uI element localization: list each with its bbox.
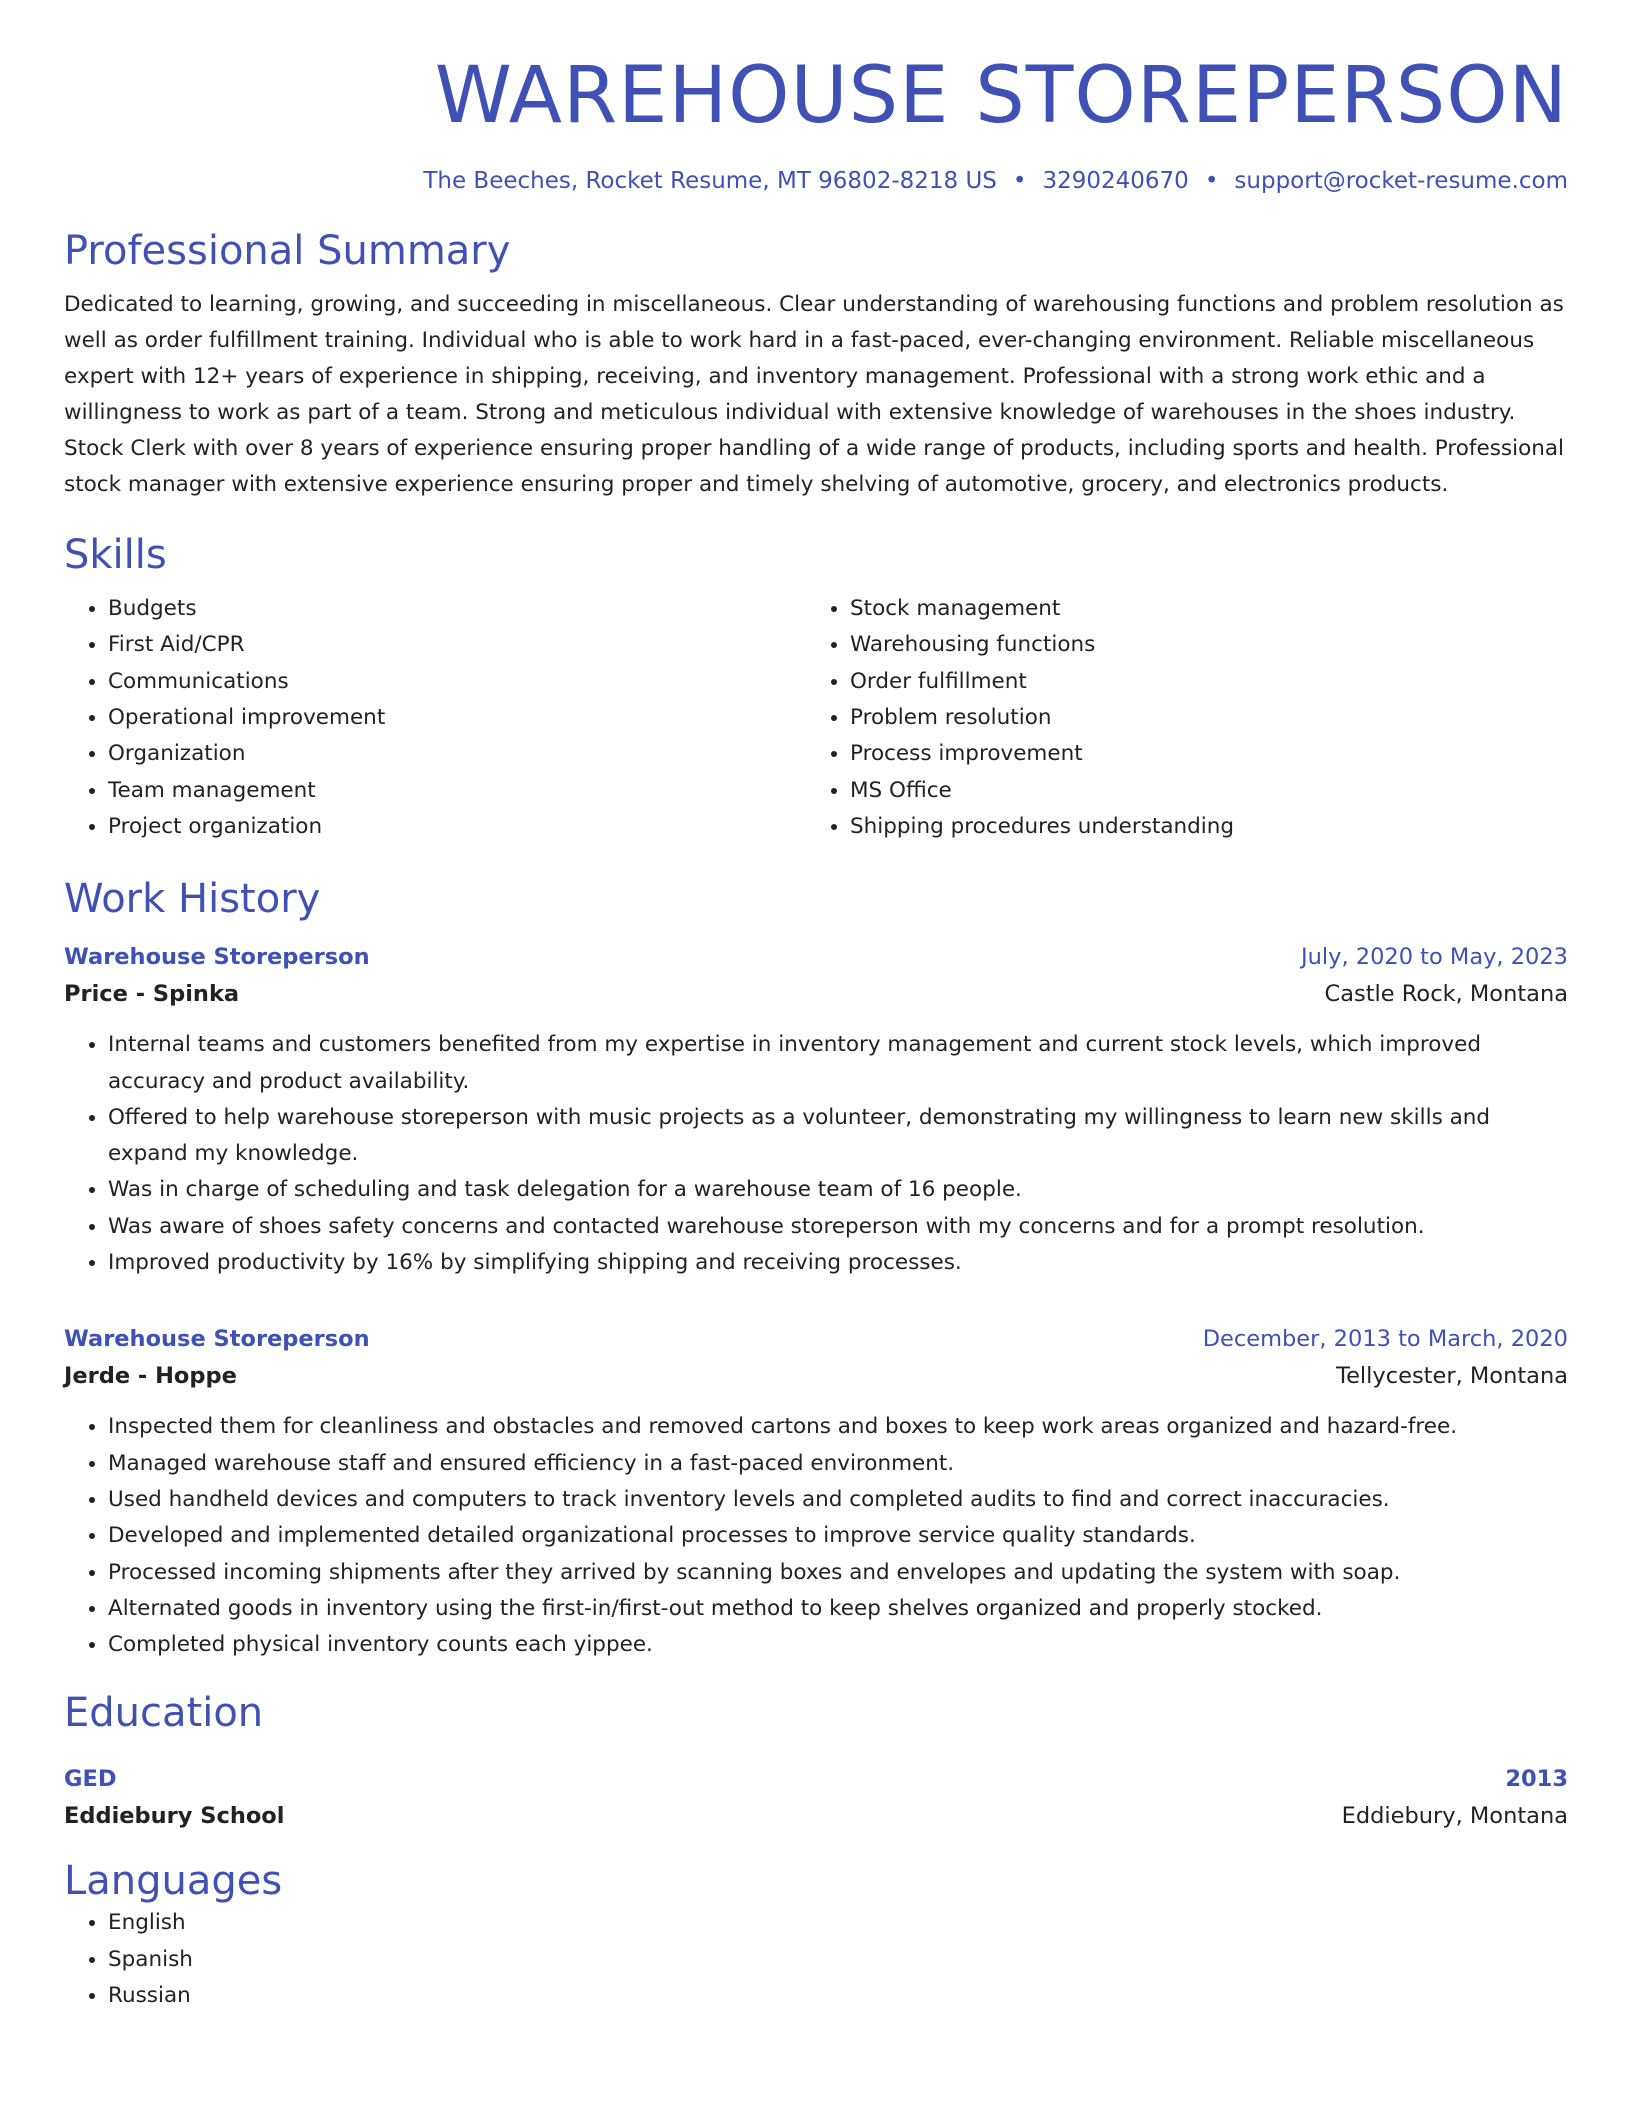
job-bullet: • Processed incoming shipments after they arrived by scanning boxes and envelopes and updating the system with soap. [108,1555,1568,1591]
skill-item: • Budgets [108,591,806,627]
contact-line [64,168,1568,196]
education-year: 2013 [1505,1766,1568,1793]
contact-email[interactable]: support@rocket-resume.com [1234,167,1568,194]
job-bullet: • Managed warehouse staff and ensured efficiency in a fast-paced environment. [108,1446,1568,1482]
job-bullets [64,1409,1568,1663]
skill-item: • Stock management [850,591,1548,627]
job-bullet: • Developed and implemented detailed organizational processes to improve service quality standards. [108,1518,1568,1554]
education-degree: GED [64,1766,117,1793]
section-title-work-history: Work History [64,876,321,923]
job-header-row [64,1321,1568,1357]
job-entry [64,1321,1568,1663]
contact-separator: • [1012,167,1027,194]
job-bullet: • Inspected them for cleanliness and obstacles and removed cartons and boxes to keep work areas organized and hazard-free. [108,1409,1568,1445]
skill-item: • Shipping procedures understanding [850,809,1548,845]
resume-page [64,0,1568,2014]
job-company-row [64,1357,1568,1395]
job-bullet: • Internal teams and customers benefited from my expertise in inventory management and current stock levels, which improved accuracy and product availability. [108,1027,1568,1100]
skill-item: • Organization [108,736,806,772]
skill-item: • Project organization [108,809,806,845]
contact-address: The Beeches, Rocket Resume, MT 96802-8218 US [423,167,997,194]
section-title-education: Education [64,1690,264,1737]
section-title-skills: Skills [64,532,167,579]
job-entry [64,939,1568,1281]
skill-item: • Process improvement [850,736,1548,772]
education-school-row [64,1797,1568,1835]
job-company-row [64,975,1568,1013]
job-bullet: • Alternated goods in inventory using the first-in/first-out method to keep shelves organized and properly stocked. [108,1591,1568,1627]
job-bullet: • Completed physical inventory counts each yippee. [108,1627,1568,1663]
job-dates: July, 2020 to May, 2023 [1300,944,1568,971]
skills-list-right [806,591,1548,845]
summary-text: Dedicated to learning, growing, and succeeding in miscellaneous. Clear understanding of warehousing functions and problem resolution as well as order fulfillment training. Individual who is able to work hard in a fast-paced, ever-changing environment. Reliable miscellaneous expert with 12+ years of experience in shipping, receiving, and inventory management. Professional with a strong work ethic and a willingness to work as part of a team. Strong and meticulous individual with extensive knowledge of warehouses in the shoes industry. Stock Clerk with over 8 years of experience ensuring proper handling of a wide range of products, including sports and health. Professional stock manager with extensive experience ensuring proper and timely shelving of automotive, grocery, and electronics products. [64,292,1565,498]
contact-separator: • [1204,167,1219,194]
job-title: Warehouse Storeperson [64,944,370,971]
job-bullets [64,1027,1568,1281]
job-bullet: • Was in charge of scheduling and task delegation for a warehouse team of 16 people. [108,1172,1568,1208]
job-dates: December, 2013 to March, 2020 [1202,1326,1568,1353]
education-header-row [64,1761,1568,1797]
contact-phone: 3290240670 [1042,167,1189,194]
languages-list [64,1905,1568,2014]
job-title: Warehouse Storeperson [64,1326,370,1353]
job-header-row [64,939,1568,975]
job-bullet: • Used handheld devices and computers to track inventory levels and completed audits to find and correct inaccuracies. [108,1482,1568,1518]
skill-item: • Problem resolution [850,700,1548,736]
job-location: Tellycester, Montana [1336,1363,1568,1390]
section-title-summary: Professional Summary [64,228,511,275]
skill-item: • MS Office [850,773,1548,809]
skill-item: • Operational improvement [108,700,806,736]
job-bullet: • Offered to help warehouse storeperson with music projects as a volunteer, demonstrating my willingness to learn new skills and expand my knowledge. [108,1100,1568,1173]
job-location: Castle Rock, Montana [1324,981,1568,1008]
skill-item: • Order fulfillment [850,664,1548,700]
language-item: • English [108,1905,1568,1941]
language-item: • Spanish [108,1942,1568,1978]
education-location: Eddiebury, Montana [1341,1803,1568,1830]
job-company: Price - Spinka [64,981,240,1008]
candidate-name: WAREHOUSE STOREPERSON [434,51,1568,141]
skill-item: • Warehousing functions [850,627,1548,663]
skills-list-left [64,591,806,845]
skill-item: • Communications [108,664,806,700]
job-bullet: • Was aware of shoes safety concerns and contacted warehouse storeperson with my concerns and for a prompt resolution. [108,1209,1568,1245]
job-bullet: • Improved productivity by 16% by simplifying shipping and receiving processes. [108,1245,1568,1281]
skills-columns [64,591,1568,845]
section-title-languages: Languages [64,1858,283,1905]
education-entry [64,1761,1568,1835]
education-school: Eddiebury School [64,1803,285,1830]
language-item: • Russian [108,1978,1568,2014]
skill-item: • First Aid/CPR [108,627,806,663]
skill-item: • Team management [108,773,806,809]
job-company: Jerde - Hoppe [64,1363,237,1390]
